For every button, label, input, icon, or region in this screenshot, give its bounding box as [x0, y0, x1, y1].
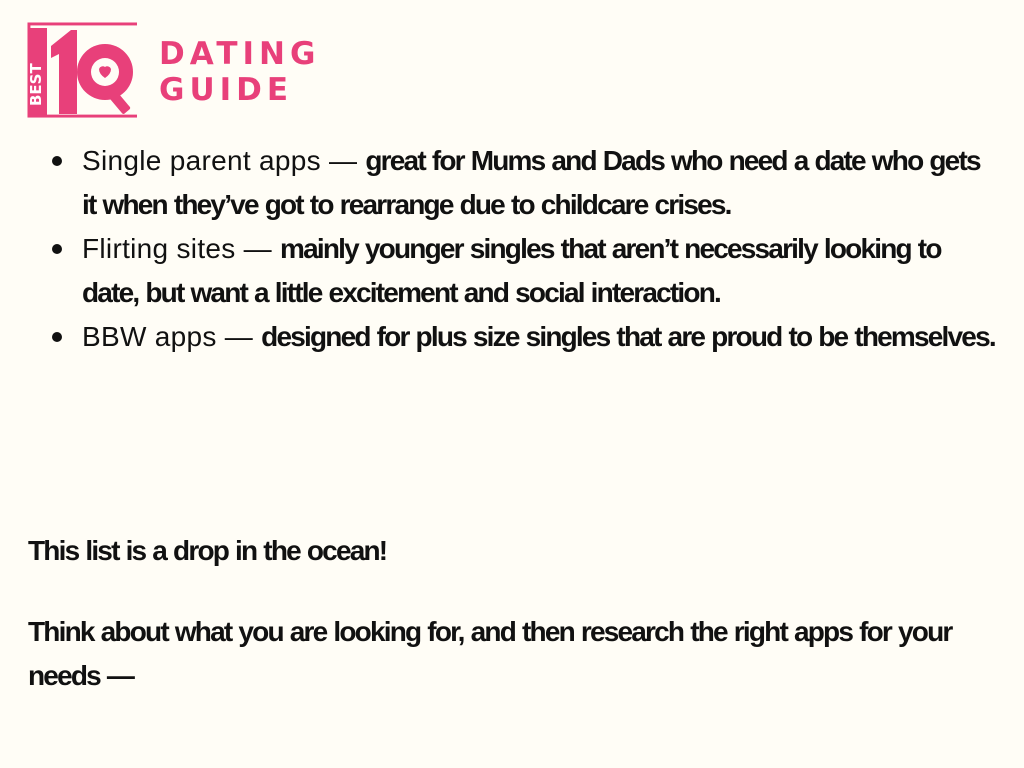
logo-line-dating: DATING: [159, 36, 321, 72]
site-logo[interactable]: [27, 22, 327, 122]
logo-line-guide: GUIDE: [159, 72, 294, 108]
item-lead: Flirting sites —: [82, 233, 281, 264]
research-advice-text: Think about what you are looking for, and then research the right apps for your needs —: [28, 616, 952, 691]
bullet-dot-icon: [52, 244, 62, 254]
item-desc: designed for plus size singles that are proud to be themselves.: [261, 321, 995, 352]
item-lead: Single parent apps —: [82, 145, 366, 176]
logo-wordmark: [159, 36, 320, 108]
item-desc: mainly younger singles that aren’t necessarily looking to date, but want a little excitement and social interaction.: [82, 233, 941, 308]
list-item-single-parent: [48, 139, 998, 227]
app-type-list: [48, 139, 998, 359]
item-desc: great for Mums and Dads who need a date who gets it when they’ve got to rearrange due to childcare crises.: [82, 145, 980, 220]
badge-word: BEST: [27, 63, 45, 106]
badge-number: 10: [27, 22, 29, 23]
list-item-flirting: [48, 227, 998, 315]
item-lead: BBW apps —: [82, 321, 262, 352]
best-10-badge-icon: [27, 22, 137, 122]
bullet-dot-icon: [52, 332, 62, 342]
drop-in-ocean-text: This list is a drop in the ocean!: [28, 535, 387, 566]
list-item-bbw: [48, 315, 998, 359]
bullet-dot-icon: [52, 156, 62, 166]
